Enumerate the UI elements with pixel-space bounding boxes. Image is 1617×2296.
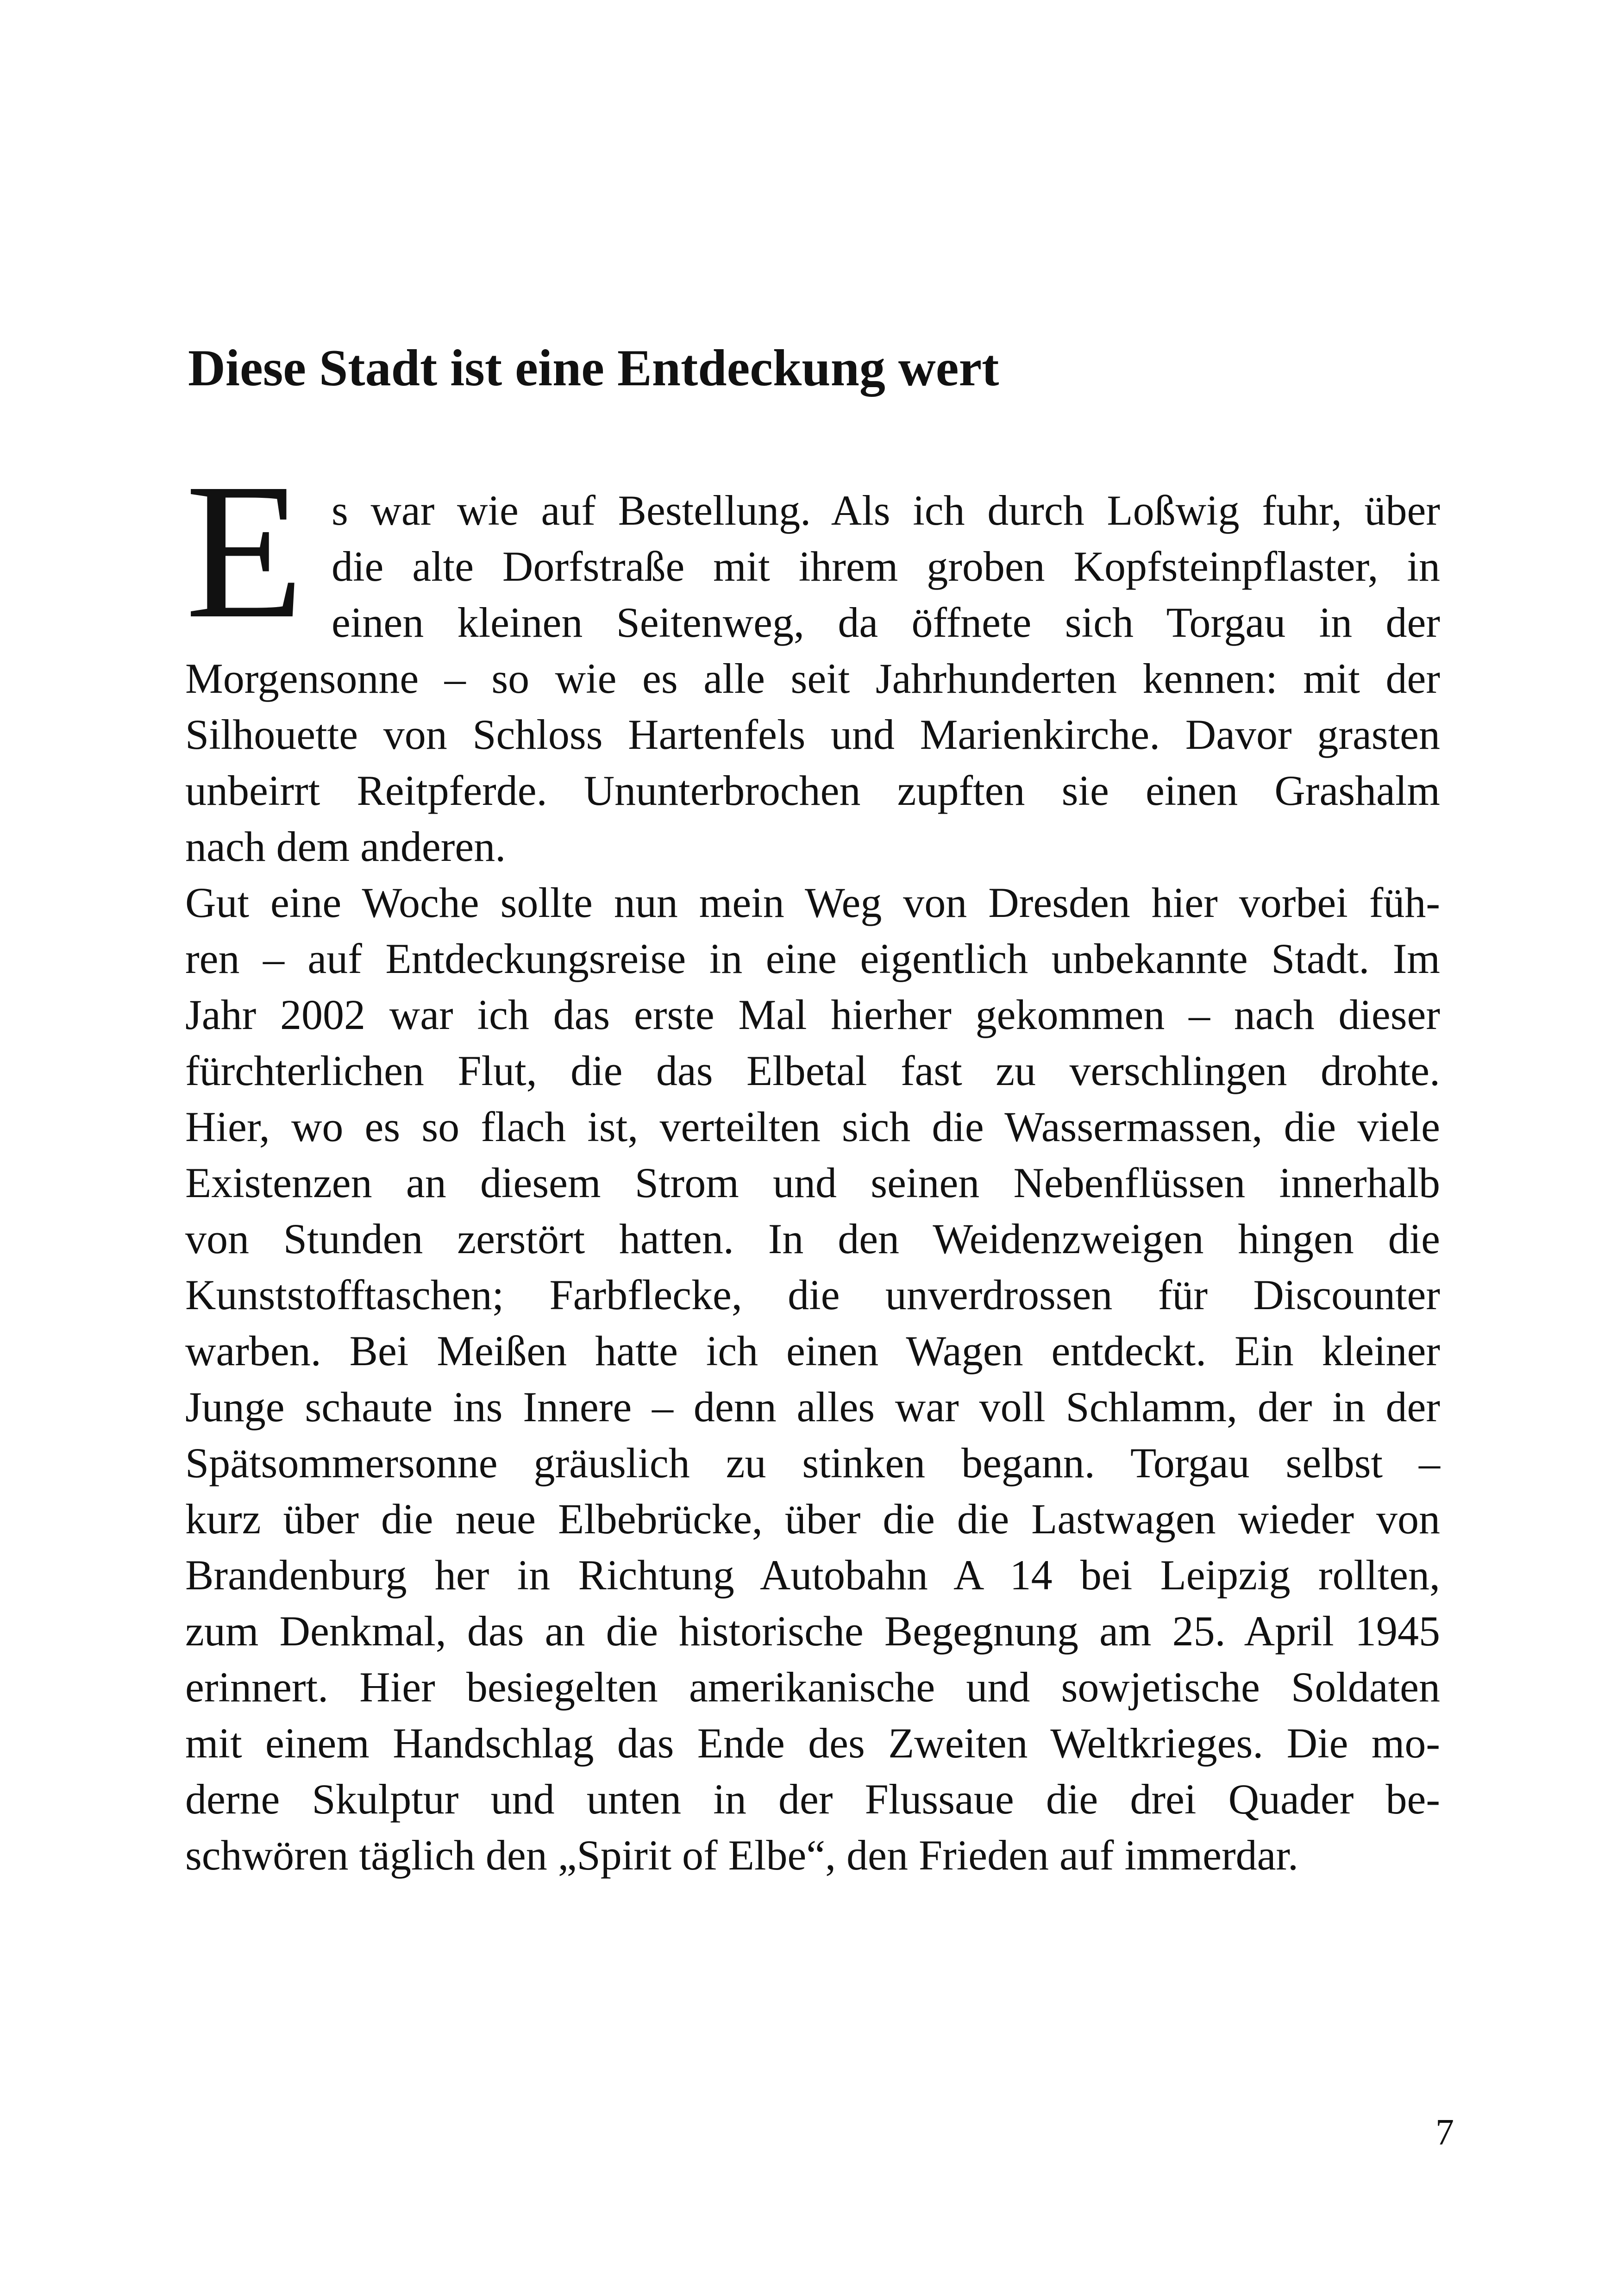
text-line: ren – auf Entdeckungsreise in eine eigentlich unbekannte Stadt. Im [185, 935, 1440, 982]
text-line: warben. Bei Meißen hatte ich einen Wagen entdeckt. Ein kleiner [185, 1327, 1440, 1374]
drop-cap: E [185, 443, 304, 659]
text-line: Jahr 2002 war ich das erste Mal hierher gekommen – nach dieser [185, 991, 1440, 1038]
text-line: Gut eine Woche sollte nun mein Weg von Dresden hier vorbei füh- [185, 879, 1440, 926]
text-line: Hier, wo es so flach ist, verteilten sich die Wassermassen, die viele [185, 1103, 1440, 1150]
text-line: Morgensonne – so wie es alle seit Jahrhunderten kennen: mit der [185, 655, 1440, 702]
text-line: erinnert. Hier besiegelten amerikanische und sowjetische Soldaten [185, 1663, 1440, 1711]
text-line: derne Skulptur und unten in der Flussaue die drei Quader be- [185, 1775, 1440, 1823]
text-line: die alte Dorfstraße mit ihrem groben Kopfsteinpflaster, in [332, 543, 1440, 590]
text-line: Silhouette von Schloss Hartenfels und Marienkirche. Davor grasten [185, 711, 1440, 758]
text-line: Existenzen an diesem Strom und seinen Nebenflüssen innerhalb [185, 1159, 1440, 1206]
text-line: mit einem Handschlag das Ende des Zweiten Weltkrieges. Die mo- [185, 1719, 1440, 1767]
text-line: schwören täglich den „Spirit of Elbe“, den Frieden auf immerdar. [185, 1832, 1298, 1879]
text-line: einen kleinen Seitenweg, da öffnete sich Torgau in der [332, 599, 1440, 646]
text-line: nach dem anderen. [185, 823, 506, 870]
page-number: 7 [1435, 2112, 1454, 2153]
text-line: unbeirrt Reitpferde. Ununterbrochen zupften sie einen Grashalm [185, 767, 1440, 814]
text-line: Spätsommersonne gräuslich zu stinken begann. Torgau selbst – [185, 1439, 1440, 1487]
text-line: Junge schaute ins Innere – denn alles war voll Schlamm, der in der [185, 1383, 1440, 1430]
text-line: Kunststofftaschen; Farbflecke, die unverdrossen für Discounter [185, 1271, 1440, 1318]
text-line: zum Denkmal, das an die historische Begegnung am 25. April 1945 [185, 1607, 1440, 1655]
chapter-title: Diese Stadt ist eine Entdeckung wert [188, 339, 999, 397]
text-line: Brandenburg her in Richtung Autobahn A 14 bei Leipzig rollten, [185, 1551, 1440, 1599]
text-line: kurz über die neue Elbebrücke, über die die Lastwagen wieder von [185, 1495, 1440, 1543]
text-line: fürchterlichen Flut, die das Elbetal fast zu verschlingen drohte. [185, 1047, 1440, 1094]
text-line: s war wie auf Bestellung. Als ich durch Loßwig fuhr, über [332, 487, 1440, 534]
text-line: von Stunden zerstört hatten. In den Weidenzweigen hingen die [185, 1215, 1440, 1262]
